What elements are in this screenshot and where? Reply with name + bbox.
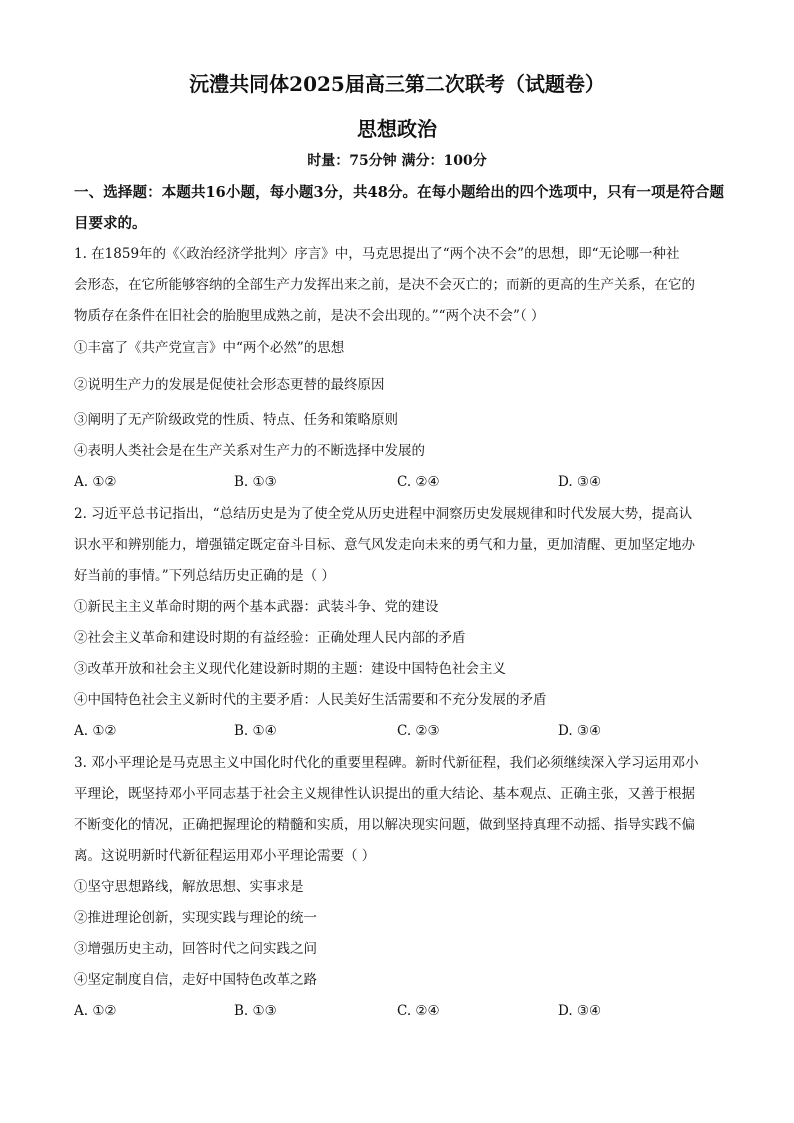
q2-choice-a: A. ①② [74, 723, 117, 739]
q1-item: ④表明人类社会是在生产关系对生产力的不断选择中发展的 [74, 443, 425, 459]
section-heading: 一、选择题：本题共16小题，每小题3分，共48分。在每小题给出的四个选项中，只有一项是符合题目要求的。 [74, 184, 724, 232]
q3-choice-a: A. ①② [74, 1003, 117, 1019]
q3-stem-line: 平理论，既坚持邓小平同志基于社会主义规律性认识提出的重大结论、基本观点、正确主张，又善于根据 [74, 786, 695, 802]
q1-choice-b: B. ①③ [234, 474, 277, 490]
q2-choice-b: B. ①④ [234, 723, 277, 739]
q1-item: ①丰富了《共产党宣言》中“两个必然”的思想 [74, 340, 345, 356]
q1-choice-a: A. ①② [74, 474, 117, 490]
q1-item: ②说明生产力的发展是促使社会形态更替的最终原因 [74, 377, 385, 393]
q3-choice-d: D. ③④ [558, 1003, 602, 1019]
q3-choice-c: C. ②④ [397, 1003, 440, 1019]
q3-stem-line: 3. 邓小平理论是马克思主义中国化时代化的重要里程碑。新时代新征程，我们必须继续深入学习运用邓小 [74, 755, 699, 771]
q2-stem-line: 2. 习近平总书记指出，“总结历史是为了使全党从历史进程中洞察历史发展规律和时代发展大势，提高认 [74, 506, 693, 522]
q1-item: ③阐明了无产阶级政党的性质、特点、任务和策略原则 [74, 412, 398, 428]
q3-item: ③增强历史主动，回答时代之问实践之问 [74, 941, 317, 957]
q2-stem-line: 好当前的事情。”下列总结历史正确的是（ ） [74, 568, 335, 584]
q2-item: ②社会主义革命和建设时期的有益经验：正确处理人民内部的矛盾 [74, 630, 466, 646]
q3-item: ④坚定制度自信，走好中国特色改革之路 [74, 972, 317, 988]
q2-choice-c: C. ②③ [397, 723, 440, 739]
q3-item: ②推进理论创新，实现实践与理论的统一 [74, 910, 317, 926]
time-score-line: 时量：75分钟 满分：100分 [307, 153, 487, 169]
exam-title: 沅澧共同体2025届高三第二次联考（试题卷） [189, 72, 605, 96]
q3-choice-b: B. ①③ [234, 1003, 277, 1019]
q2-item: ③改革开放和社会主义现代化建设新时期的主题：建设中国特色社会主义 [74, 661, 506, 677]
q3-stem-line: 离。这说明新时代新征程运用邓小平理论需要（ ） [74, 848, 376, 864]
q1-stem-line: 物质存在条件在旧社会的胎胞里成熟之前，是决不会出现的。”“两个决不会”（ ） [74, 308, 545, 324]
q3-item: ①坚守思想路线，解放思想、实事求是 [74, 879, 304, 895]
q2-item: ①新民主主义革命时期的两个基本武器：武装斗争、党的建设 [74, 599, 439, 615]
q2-choice-d: D. ③④ [558, 723, 602, 739]
q1-choice-c: C. ②④ [397, 474, 440, 490]
q1-stem-line: 会形态，在它所能够容纳的全部生产力发挥出来之前，是决不会灭亡的；而新的更高的生产关系，在它的 [74, 277, 695, 293]
q1-stem-line: 1. 在1859年的《〈政治经济学批判〉序言》中，马克思提出了“两个决不会”的思想，即“无论哪一种社 [74, 246, 680, 262]
subject-title: 思想政治 [357, 117, 437, 141]
q2-stem-line: 识水平和辨别能力，增强锚定既定奋斗目标、意气风发走向未来的勇气和力量，更加清醒、更加坚定地办 [74, 537, 695, 553]
q3-stem-line: 不断变化的情况，正确把握理论的精髓和实质，用以解决现实问题，做到坚持真理不动摇、指导实践不偏 [74, 817, 695, 833]
q1-choice-d: D. ③④ [558, 474, 602, 490]
q2-item: ④中国特色社会主义新时代的主要矛盾：人民美好生活需要和不充分发展的矛盾 [74, 692, 547, 708]
